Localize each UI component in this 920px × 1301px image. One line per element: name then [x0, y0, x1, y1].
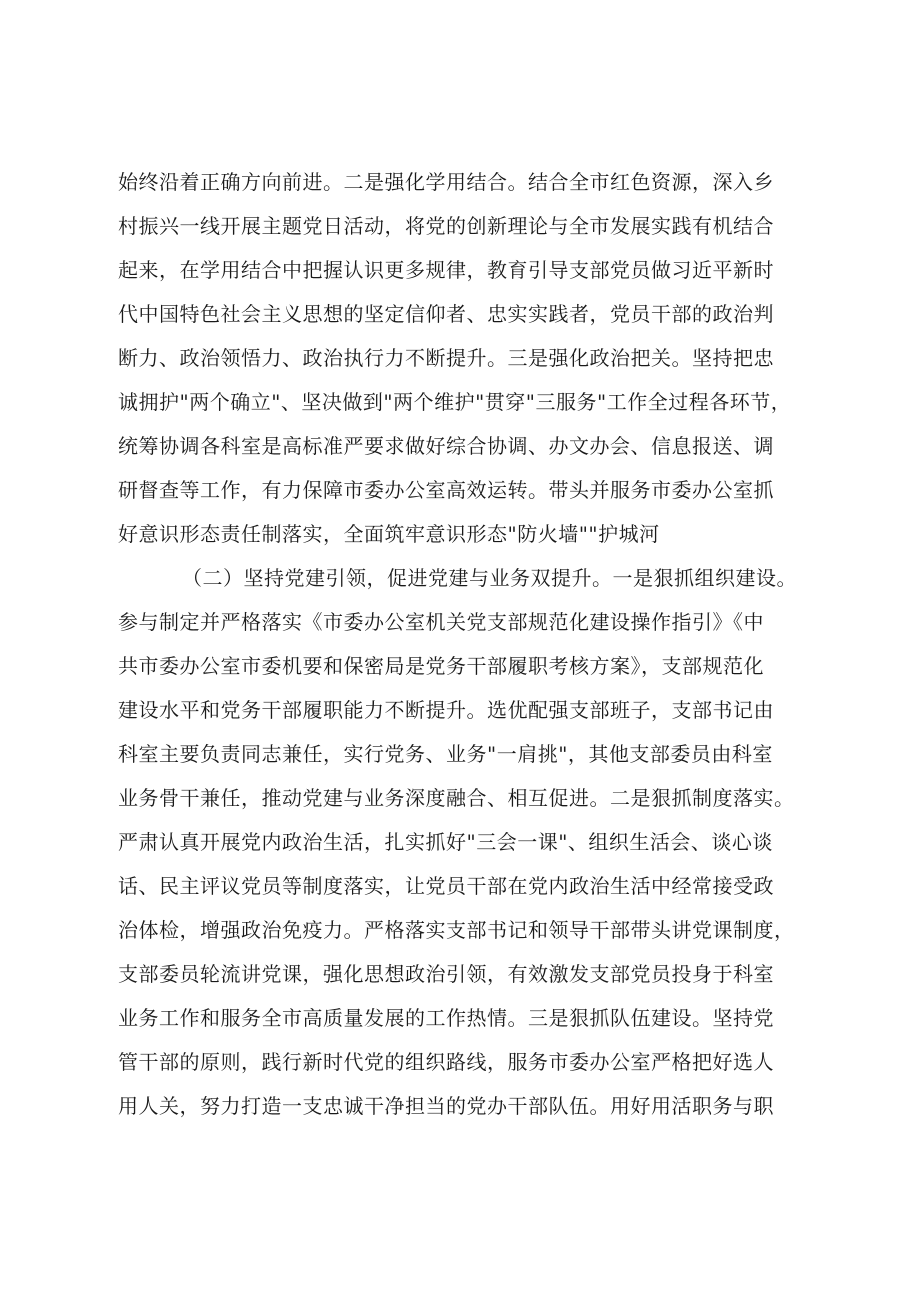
paragraph-2-line: 话、民主评议党员等制度落实，让党员干部在党内政治生活中经常接受政 — [118, 874, 774, 898]
paragraph-2-line: 严肃认真开展党内政治生活，扎实抓好"三会一课"、组织生活会、谈心谈 — [118, 830, 773, 854]
paragraph-2-first-line: （二）坚持党建引领，促进党建与业务双提升。一是狠抓组织建设。 — [182, 566, 797, 590]
paragraph-2-line: 治体检，增强政治免疫力。严格落实支部书记和领导干部带头讲党课制度， — [118, 918, 795, 942]
paragraph-1-line: 代中国特色社会主义思想的坚定信仰者、忠实实践者，党员干部的政治判 — [118, 302, 774, 326]
paragraph-2-line: 管干部的原则，践行新时代党的组织路线，服务市委办公室严格把好选人 — [118, 1050, 774, 1074]
paragraph-2-line: 参与制定并严格落实《市委办公室机关党支部规范化建设操作指引》《中 — [118, 610, 764, 634]
paragraph-1-line: 村振兴一线开展主题党日活动，将党的创新理论与全市发展实践有机结合 — [118, 214, 774, 238]
paragraph-2-line: 科室主要负责同志兼任，实行党务、业务"一肩挑"，其他支部委员由科室 — [118, 742, 773, 766]
paragraph-2-line: 建设水平和党务干部履职能力不断提升。选优配强支部班子，支部书记由 — [118, 698, 774, 722]
paragraph-1-line: 始终沿着正确方向前进。二是强化学用结合。结合全市红色资源，深入乡 — [118, 170, 774, 194]
paragraph-1-line: 断力、政治领悟力、政治执行力不断提升。三是强化政治把关。坚持把忠 — [118, 346, 774, 370]
paragraph-1-line: 好意识形态责任制落实，全面筑牢意识形态"防火墙""护城河 — [118, 522, 660, 546]
paragraph-2-line: 业务骨干兼任，推动党建与业务深度融合、相互促进。二是狠抓制度落实。 — [118, 786, 795, 810]
paragraph-1-line: 起来，在学用结合中把握认识更多规律，教育引导支部党员做习近平新时 — [118, 258, 774, 282]
paragraph-1-line: 诚拥护"两个确立"、坚决做到"两个维护"贯穿"三服务"工作全过程各环节， — [118, 390, 792, 414]
paragraph-2-line: 支部委员轮流讲党课，强化思想政治引领，有效激发支部党员投身于科室 — [118, 962, 774, 986]
paragraph-2-line: 共市委办公室市委机要和保密局是党务干部履职考核方案》，支部规范化 — [118, 654, 764, 678]
paragraph-1-line: 统筹协调各科室是高标准严要求做好综合协调、办文办会、信息报送、调 — [118, 434, 774, 458]
paragraph-1-line: 研督查等工作，有力保障市委办公室高效运转。带头并服务市委办公室抓 — [118, 478, 774, 502]
paragraph-2-line: 用人关，努力打造一支忠诚干净担当的党办干部队伍。用好用活职务与职 — [118, 1094, 774, 1118]
paragraph-2-line: 业务工作和服务全市高质量发展的工作热情。三是狠抓队伍建设。坚持党 — [118, 1006, 774, 1030]
